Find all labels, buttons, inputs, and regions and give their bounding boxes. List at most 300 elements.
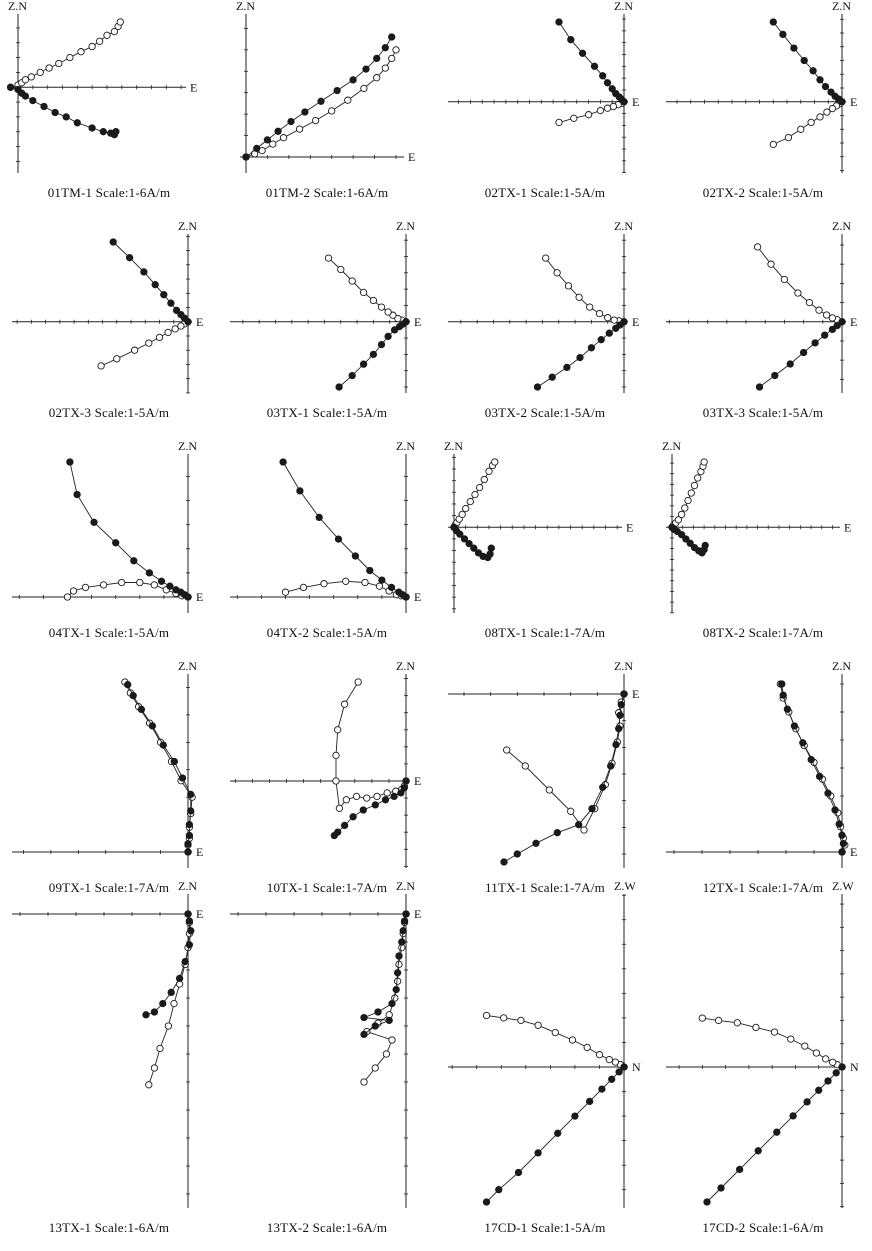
zijderveld-panel <box>0 660 218 910</box>
horizontal-projection-point <box>296 126 302 132</box>
horizontal-projection-point <box>691 482 697 488</box>
horizontal-projection-point <box>606 1056 612 1062</box>
vertical-projection-point <box>30 97 36 103</box>
horizontal-projection-point <box>360 289 366 295</box>
vertical-projection-point <box>389 1000 395 1006</box>
vertical-projection-point <box>52 109 58 115</box>
vertical-axis-label: Z.N <box>178 879 197 893</box>
vertical-projection-point <box>394 970 400 976</box>
vertical-projection-point <box>171 758 177 764</box>
vertical-projection-point <box>791 723 797 729</box>
vertical-projection-point <box>141 269 147 275</box>
horizontal-projection-point <box>817 114 823 120</box>
horizontal-projection-point <box>543 255 549 261</box>
horizontal-projection-point <box>270 141 276 147</box>
horizontal-axis-label: E <box>850 314 858 329</box>
horizontal-projection-point <box>46 65 52 71</box>
zijderveld-panel <box>218 220 436 435</box>
vertical-projection-point <box>784 706 790 712</box>
horizontal-axis-label: E <box>190 80 198 95</box>
zijderveld-panel <box>0 220 218 435</box>
vertical-projection-point <box>579 50 585 56</box>
vertical-projection-point <box>790 1113 796 1119</box>
vertical-projection-point <box>182 958 188 964</box>
vertical-projection-point <box>131 558 137 564</box>
vertical-projection-point <box>186 832 192 838</box>
vertical-projection-point <box>501 859 507 865</box>
zijderveld-plot <box>436 880 654 1210</box>
vertical-projection-point <box>388 584 394 590</box>
zijderveld-plot <box>436 660 654 870</box>
vertical-projection-point <box>774 1129 780 1135</box>
horizontal-projection-line <box>546 258 624 322</box>
horizontal-projection-point <box>576 294 582 300</box>
horizontal-projection-point <box>610 103 616 109</box>
horizontal-projection-point <box>492 459 498 465</box>
zijderveld-plot <box>0 0 218 175</box>
vertical-projection-point <box>188 808 194 814</box>
horizontal-projection-point <box>768 261 774 267</box>
horizontal-projection-point <box>374 75 380 81</box>
vertical-projection-point <box>382 797 388 803</box>
zijderveld-plot <box>654 440 872 615</box>
horizontal-projection-point <box>349 278 355 284</box>
vertical-projection-point <box>146 570 152 576</box>
vertical-projection-point <box>185 849 191 855</box>
horizontal-projection-point <box>341 701 347 707</box>
horizontal-projection-point <box>333 778 339 784</box>
vertical-projection-point <box>74 120 80 126</box>
vertical-projection-point <box>577 354 583 360</box>
horizontal-projection-point <box>374 793 380 799</box>
vertical-projection-point <box>839 1064 845 1070</box>
vertical-projection-point <box>598 337 604 343</box>
horizontal-axis-label: E <box>196 845 204 859</box>
horizontal-projection-point <box>372 1065 378 1071</box>
vertical-projection-point <box>534 384 540 390</box>
horizontal-projection-point <box>568 808 574 814</box>
vertical-axis-label: Z.N <box>178 219 197 233</box>
horizontal-projection-point <box>556 119 562 125</box>
vertical-projection-point <box>549 374 555 380</box>
horizontal-projection-point <box>329 108 335 114</box>
zijderveld-plot <box>654 0 872 175</box>
horizontal-projection-point <box>355 679 361 685</box>
vertical-projection-point <box>791 45 797 51</box>
vertical-projection-point <box>275 128 281 134</box>
vertical-projection-point <box>616 1069 622 1075</box>
vertical-projection-point <box>316 514 322 520</box>
vertical-projection-point <box>391 793 397 799</box>
horizontal-projection-point <box>701 459 707 465</box>
vertical-projection-point <box>702 542 708 548</box>
horizontal-projection-point <box>554 270 560 276</box>
horizontal-projection-point <box>280 135 286 141</box>
horizontal-projection-point <box>156 334 162 340</box>
zijderveld-panel <box>654 880 872 1250</box>
zijderveld-panel <box>218 0 436 215</box>
horizontal-projection-point <box>383 1051 389 1057</box>
vertical-axis-label: Z.N <box>614 0 633 13</box>
vertical-projection-point <box>361 1014 367 1020</box>
horizontal-projection-point <box>396 961 402 967</box>
horizontal-projection-point <box>585 112 591 118</box>
zijderveld-panel <box>0 440 218 655</box>
horizontal-axis-label: E <box>632 687 640 701</box>
horizontal-projection-point <box>370 297 376 303</box>
horizontal-projection-point <box>389 55 395 61</box>
horizontal-projection-point <box>22 77 28 83</box>
vertical-projection-point <box>770 19 776 25</box>
vertical-axis-label: Z.W <box>614 879 636 893</box>
zijderveld-panel <box>654 0 872 215</box>
vertical-projection-point <box>363 66 369 72</box>
vertical-projection-point <box>372 1023 378 1029</box>
horizontal-projection-point <box>64 594 70 600</box>
zijderveld-plot <box>0 880 218 1210</box>
horizontal-projection-point <box>605 315 611 321</box>
vertical-projection-point <box>350 814 356 820</box>
horizontal-projection-point <box>781 276 787 282</box>
horizontal-axis-label: E <box>850 845 858 859</box>
zijderveld-panel <box>654 220 872 435</box>
vertical-projection-point <box>350 77 356 83</box>
vertical-projection-point <box>556 19 562 25</box>
vertical-projection-point <box>173 587 179 593</box>
horizontal-projection-point <box>476 484 482 490</box>
zijderveld-panel <box>436 440 654 655</box>
vertical-projection-point <box>800 349 806 355</box>
horizontal-projection-point <box>823 1056 829 1062</box>
horizontal-projection-point <box>378 304 384 310</box>
horizontal-projection-point <box>604 105 610 111</box>
vertical-projection-point <box>822 332 828 338</box>
horizontal-projection-point <box>571 115 577 121</box>
horizontal-projection-point <box>172 326 178 332</box>
vertical-projection-point <box>599 1086 605 1092</box>
vertical-projection-point <box>382 45 388 51</box>
vertical-projection-point <box>618 702 624 708</box>
horizontal-axis-label: E <box>626 520 634 535</box>
horizontal-projection-point <box>795 290 801 296</box>
horizontal-projection-line <box>149 914 190 1085</box>
vertical-projection-point <box>367 567 373 573</box>
panel-caption: 02TX-1 Scale:1-5A/m <box>484 185 606 200</box>
vertical-projection-point <box>173 307 179 313</box>
vertical-projection-point <box>393 986 399 992</box>
horizontal-projection-point <box>117 19 123 25</box>
vertical-projection-point <box>483 1199 489 1205</box>
zijderveld-panel <box>436 0 654 215</box>
vertical-projection-point <box>188 928 194 934</box>
vertical-projection-point <box>186 918 192 924</box>
horizontal-projection-point <box>522 763 528 769</box>
horizontal-projection-point <box>770 141 776 147</box>
horizontal-projection-point <box>830 1059 836 1065</box>
vertical-projection-point <box>280 459 286 465</box>
horizontal-projection-point <box>389 1037 395 1043</box>
horizontal-projection-point <box>612 1059 618 1065</box>
horizontal-axis-label: E <box>414 774 422 788</box>
vertical-projection-point <box>389 34 395 40</box>
horizontal-projection-line <box>702 1018 842 1067</box>
vertical-projection-point <box>179 775 185 781</box>
vertical-projection-point <box>160 1000 166 1006</box>
horizontal-projection-point <box>312 117 318 123</box>
horizontal-axis-label: E <box>632 314 640 329</box>
horizontal-projection-point <box>146 1082 152 1088</box>
vertical-projection-point <box>398 790 404 796</box>
horizontal-projection-point <box>151 582 157 588</box>
horizontal-projection-point <box>596 1052 602 1058</box>
horizontal-axis-label: E <box>414 590 422 604</box>
horizontal-axis-label: E <box>408 150 416 164</box>
vertical-projection-point <box>832 807 838 813</box>
vertical-projection-point <box>67 459 73 465</box>
vertical-axis-label: Z.N <box>444 439 463 453</box>
vertical-axis-label: Z.N <box>178 439 197 453</box>
vertical-axis-label: Z.N <box>832 659 851 673</box>
panel-caption: 10TX-1 Scale:1-7A/m <box>266 880 388 895</box>
vertical-projection-point <box>617 712 623 718</box>
vertical-projection-point <box>514 851 520 857</box>
vertical-axis-label: Z.N <box>396 879 415 893</box>
panel-caption: 12TX-1 Scale:1-7A/m <box>702 880 824 895</box>
vertical-projection-point <box>812 340 818 346</box>
vertical-projection-point <box>718 1185 724 1191</box>
zijderveld-panel <box>436 880 654 1250</box>
vertical-projection-point <box>243 154 249 160</box>
vertical-axis-label: Z.N <box>178 659 197 673</box>
horizontal-projection-point <box>114 356 120 362</box>
panel-caption: 03TX-3 Scale:1-5A/m <box>702 405 824 420</box>
vertical-projection-point <box>825 790 831 796</box>
zijderveld-plot <box>436 0 654 175</box>
zijderveld-plot <box>218 660 436 870</box>
horizontal-projection-point <box>581 827 587 833</box>
vertical-projection-point <box>779 681 785 687</box>
vertical-projection-point <box>608 763 614 769</box>
vertical-projection-point <box>374 55 380 61</box>
vertical-projection-point <box>488 545 494 551</box>
vertical-projection-point <box>185 841 191 847</box>
vertical-projection-point <box>600 73 606 79</box>
horizontal-projection-point <box>518 1017 524 1023</box>
vertical-projection-point <box>609 1076 615 1082</box>
vertical-projection-point <box>254 145 260 151</box>
zijderveld-plot <box>436 440 654 615</box>
vertical-axis-label: Z.N <box>396 439 415 453</box>
vertical-projection-point <box>621 1064 627 1070</box>
horizontal-projection-point <box>611 317 617 323</box>
horizontal-projection-point <box>798 126 804 132</box>
vertical-projection-point <box>780 692 786 698</box>
vertical-projection-point <box>839 849 845 855</box>
vertical-projection-point <box>554 830 560 836</box>
horizontal-axis-label: N <box>850 1060 859 1074</box>
horizontal-projection-point <box>56 60 62 66</box>
vertical-projection-point <box>515 1169 521 1175</box>
vertical-projection-point <box>91 519 97 525</box>
vertical-projection-point <box>126 255 132 261</box>
vertical-projection-point <box>331 832 337 838</box>
panel-caption: 13TX-1 Scale:1-6A/m <box>48 1220 170 1235</box>
vertical-projection-point <box>616 726 622 732</box>
zijderveld-plot <box>218 880 436 1210</box>
horizontal-projection-point <box>98 363 104 369</box>
zijderveld-plot <box>0 660 218 870</box>
vertical-axis-label: Z.N <box>236 0 255 13</box>
vertical-projection-point <box>302 109 308 115</box>
vertical-projection-point <box>817 77 823 83</box>
vertical-projection-point <box>63 114 69 120</box>
vertical-projection-point <box>334 87 340 93</box>
vertical-projection-point <box>839 832 845 838</box>
vertical-projection-point <box>609 86 615 92</box>
horizontal-axis-label: E <box>850 94 858 109</box>
horizontal-projection-point <box>335 727 341 733</box>
vertical-projection-point <box>600 784 606 790</box>
vertical-projection-point <box>352 553 358 559</box>
horizontal-projection-point <box>824 109 830 115</box>
vertical-projection-point <box>816 773 822 779</box>
vertical-projection-point <box>604 80 610 86</box>
vertical-projection-point <box>41 103 47 109</box>
horizontal-projection-point <box>394 978 400 984</box>
vertical-axis-label: Z.N <box>832 219 851 233</box>
horizontal-projection-point <box>353 793 359 799</box>
vertical-axis-label: Z.W <box>832 879 854 893</box>
zijderveld-plot <box>218 0 436 175</box>
vertical-projection-point <box>158 578 164 584</box>
panel-caption: 13TX-2 Scale:1-6A/m <box>266 1220 388 1235</box>
panel-caption: 08TX-1 Scale:1-7A/m <box>484 625 606 640</box>
vertical-projection-point <box>125 682 131 688</box>
horizontal-projection-point <box>546 787 552 793</box>
vertical-projection-point <box>800 740 806 746</box>
horizontal-projection-point <box>596 310 602 316</box>
horizontal-projection-point <box>385 309 391 315</box>
vertical-projection-point <box>360 807 366 813</box>
horizontal-projection-point <box>393 47 399 53</box>
vertical-projection-point <box>188 791 194 797</box>
horizontal-projection-point <box>336 805 342 811</box>
vertical-projection-point <box>100 129 106 135</box>
vertical-projection-point <box>336 384 342 390</box>
zijderveld-plot <box>654 220 872 395</box>
vertical-projection-point <box>378 341 384 347</box>
vertical-projection-point <box>816 1087 822 1093</box>
horizontal-projection-point <box>137 579 143 585</box>
horizontal-projection-point <box>802 1043 808 1049</box>
horizontal-projection-point <box>345 97 351 103</box>
zijderveld-plot <box>654 880 872 1210</box>
horizontal-projection-point <box>282 589 288 595</box>
vertical-projection-point <box>591 63 597 69</box>
vertical-projection-point <box>403 778 409 784</box>
horizontal-projection-point <box>565 283 571 289</box>
vertical-projection-point <box>151 1009 157 1015</box>
horizontal-projection-point <box>813 1050 819 1056</box>
vertical-projection-point <box>396 953 402 959</box>
zijderveld-plot <box>218 220 436 395</box>
vertical-projection-point <box>756 384 762 390</box>
horizontal-projection-point <box>171 1000 177 1006</box>
horizontal-projection-point <box>584 1044 590 1050</box>
horizontal-projection-point <box>459 511 465 517</box>
horizontal-projection-point <box>678 511 684 517</box>
zijderveld-plot <box>218 440 436 615</box>
vertical-projection-point <box>143 1012 149 1018</box>
vertical-projection-point <box>833 1070 839 1076</box>
vertical-projection-point <box>341 822 347 828</box>
panel-caption: 01TM-2 Scale:1-6A/m <box>265 185 389 200</box>
vertical-projection-point <box>533 840 539 846</box>
zijderveld-plot <box>0 440 218 615</box>
zijderveld-panel <box>218 880 436 1250</box>
vertical-axis-label: Z.N <box>396 219 415 233</box>
horizontal-projection-point <box>486 468 492 474</box>
zijderveld-panel <box>0 0 218 215</box>
horizontal-projection-point <box>325 255 331 261</box>
horizontal-projection-point <box>89 43 95 49</box>
zijderveld-panel <box>218 660 436 910</box>
vertical-projection-point <box>168 300 174 306</box>
horizontal-projection-point <box>483 1012 489 1018</box>
horizontal-projection-point <box>535 1022 541 1028</box>
vertical-projection-point <box>160 742 166 748</box>
vertical-projection-point <box>335 536 341 542</box>
panel-caption: 02TX-3 Scale:1-5A/m <box>48 405 170 420</box>
vertical-projection-point <box>167 583 173 589</box>
vertical-projection-point <box>586 1098 592 1104</box>
vertical-projection-point <box>370 351 376 357</box>
vertical-projection-point <box>391 327 397 333</box>
horizontal-projection-point <box>361 1079 367 1085</box>
vertical-projection-point <box>613 742 619 748</box>
horizontal-projection-point <box>382 65 388 71</box>
vertical-projection-point <box>130 693 136 699</box>
horizontal-projection-point <box>119 579 125 585</box>
vertical-axis-label: Z.N <box>614 219 633 233</box>
vertical-projection-point <box>828 89 834 95</box>
horizontal-projection-line <box>487 1016 625 1068</box>
horizontal-projection-point <box>28 74 34 80</box>
horizontal-projection-point <box>501 1015 507 1021</box>
vertical-projection-point <box>564 364 570 370</box>
panel-caption: 02TX-2 Scale:1-5A/m <box>702 185 824 200</box>
vertical-projection-point <box>161 292 167 298</box>
horizontal-projection-point <box>806 299 812 305</box>
horizontal-projection-line <box>125 682 192 852</box>
vertical-projection-point <box>568 37 574 43</box>
horizontal-projection-point <box>333 752 339 758</box>
horizontal-axis-label: E <box>196 907 204 921</box>
vertical-projection-point <box>152 282 158 288</box>
vertical-projection-point <box>349 372 355 378</box>
panel-caption: 01TM-1 Scale:1-6A/m <box>47 185 171 200</box>
vertical-projection-point <box>186 821 192 827</box>
zijderveld-panel <box>436 220 654 435</box>
vertical-projection-point <box>318 98 324 104</box>
horizontal-projection-point <box>771 1029 777 1035</box>
horizontal-projection-line <box>507 694 624 830</box>
vertical-projection-point <box>385 333 391 339</box>
panel-caption: 03TX-2 Scale:1-5A/m <box>484 405 606 420</box>
horizontal-projection-point <box>715 1017 721 1023</box>
horizontal-projection-point <box>682 505 688 511</box>
horizontal-projection-point <box>362 579 368 585</box>
